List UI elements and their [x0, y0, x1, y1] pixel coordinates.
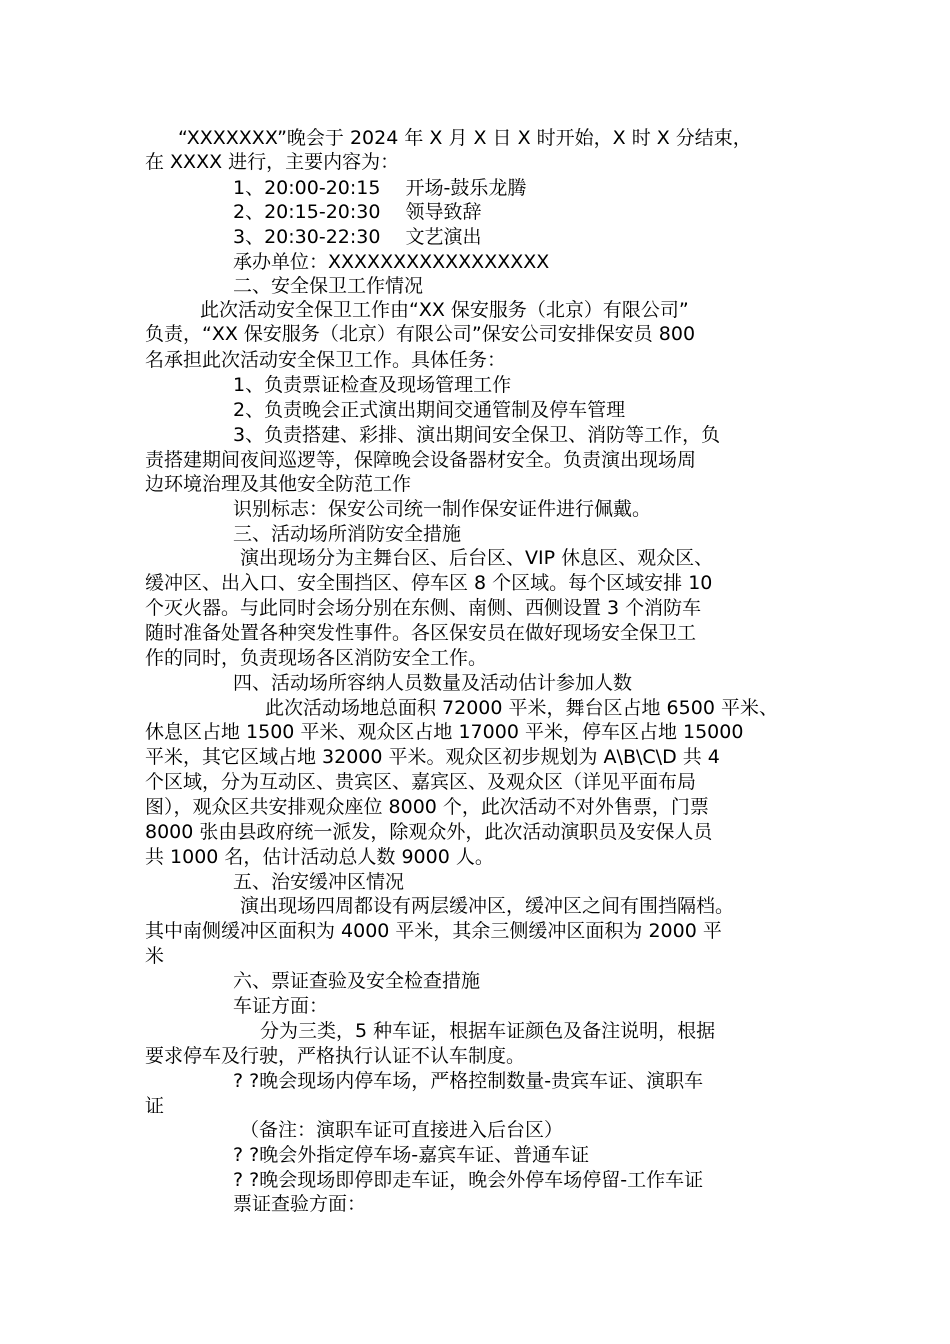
text-line: 作的同时，负责现场各区消防安全工作。: [145, 647, 488, 669]
text-line: ? ?晚会外指定停车场-嘉宾车证、普通车证: [233, 1144, 590, 1166]
section-heading: 三、活动场所消防安全措施: [233, 523, 462, 545]
text-line: 图），观众区共安排观众座位 8000 个，此次活动不对外售票，门票: [145, 796, 709, 818]
text-line: 2、负责晚会正式演出期间交通管制及停车管理: [233, 399, 626, 421]
text-line: 此次活动场地总面积 72000 平米，舞台区占地 6500 平米、: [265, 697, 778, 719]
text-line: 票证查验方面：: [233, 1193, 367, 1215]
text-line: 3、负责搭建、彩排、演出期间安全保卫、消防等工作，负: [233, 424, 721, 446]
text-line: 承办单位：XXXXXXXXXXXXXXXXX: [233, 251, 550, 273]
text-line: 负责，“XX 保安服务（北京）有限公司”保安公司安排保安员 800: [145, 323, 696, 345]
text-line: 其中南侧缓冲区面积为 4000 平米，其余三侧缓冲区面积为 2000 平: [145, 920, 722, 942]
text-line: 名承担此次活动安全保卫工作。具体任务：: [145, 349, 507, 371]
text-line: 个区域，分为互动区、贵宾区、嘉宾区、及观众区（详见平面布局: [145, 771, 697, 793]
text-line: 责搭建期间夜间巡逻等，保障晚会设备器材安全。负责演出现场周: [145, 449, 697, 471]
text-line: ? ?晚会现场内停车场，严格控制数量-贵宾车证、演职车: [233, 1070, 704, 1092]
text-line: 缓冲区、出入口、安全围挡区、停车区 8 个区域。每个区域安排 10: [145, 572, 713, 594]
text-line: 要求停车及行驶，严格执行认证不认车制度。: [145, 1045, 526, 1067]
text-line: 随时准备处置各种突发性事件。各区保安员在做好现场安全保卫工: [145, 622, 697, 644]
section-heading: 四、活动场所容纳人员数量及活动估计参加人数: [233, 672, 633, 694]
text-line: 8000 张由县政府统一派发，除观众外，此次活动演职员及安保人员: [145, 821, 713, 843]
text-line: 1、20:00-20:15 开场-鼓乐龙腾: [233, 177, 527, 199]
text-line: ? ?晚会现场即停即走车证，晚会外停车场停留-工作车证: [233, 1169, 704, 1191]
text-line: 3、20:30-22:30 文艺演出: [233, 226, 482, 248]
text-line: 平米，其它区域占地 32000 平米。观众区初步规划为 A\B\C\D 共 4: [145, 746, 720, 768]
text-line: 演出现场分为主舞台区、后台区、VIP 休息区、观众区、: [240, 547, 714, 569]
text-line: 米: [145, 945, 165, 967]
text-line: 识别标志：保安公司统一制作保安证件进行佩戴。: [233, 498, 652, 520]
text-line: 分为三类，5 种车证，根据车证颜色及备注说明，根据: [260, 1020, 716, 1042]
text-line: 共 1000 名，估计活动总人数 9000 人。: [145, 846, 494, 868]
text-line: “XXXXXXX”晚会于 2024 年 X 月 X 日 X 时开始，X 时 X 分结束，: [178, 127, 752, 149]
text-line: 2、20:15-20:30 领导致辞: [233, 201, 482, 223]
section-heading: 二、安全保卫工作情况: [233, 275, 424, 297]
text-line: 在 XXXX 进行，主要内容为：: [145, 151, 400, 173]
text-line: 1、负责票证检查及现场管理工作: [233, 374, 512, 396]
text-line: 边环境治理及其他安全防范工作: [145, 473, 412, 495]
text-line: 车证方面：: [233, 995, 329, 1017]
text-line: 个灭火器。与此同时会场分别在东侧、南侧、西侧设置 3 个消防车: [145, 597, 702, 619]
section-heading: 六、票证查验及安全检查措施: [233, 970, 481, 992]
text-line: 演出现场四周都设有两层缓冲区，缓冲区之间有围挡隔档。: [240, 895, 735, 917]
section-heading: 五、治安缓冲区情况: [233, 871, 405, 893]
text-line: 此次活动安全保卫工作由“XX 保安服务（北京）有限公司”: [200, 299, 689, 321]
text-line: 休息区占地 1500 平米、观众区占地 17000 平米，停车区占地 15000: [145, 721, 744, 743]
text-line: 证: [145, 1095, 165, 1117]
text-line: （备注：演职车证可直接进入后台区）: [240, 1119, 564, 1141]
